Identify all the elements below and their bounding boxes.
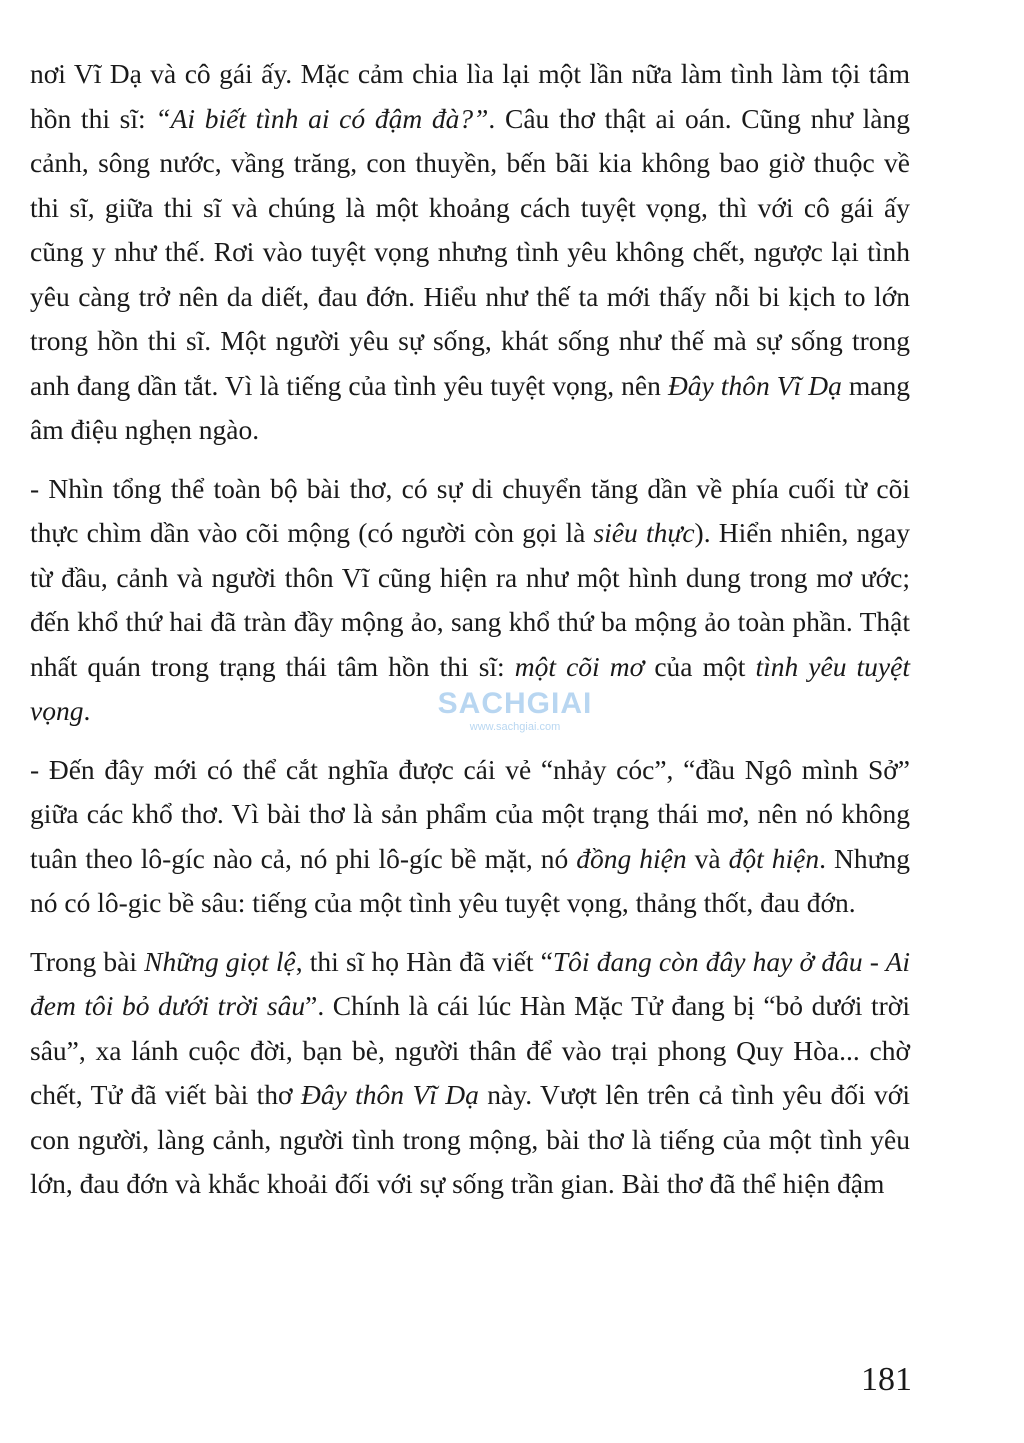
text-run: nơi Vĩ Dạ và cô gái ấy. Mặc cảm chia lìa lại một lần nữa làm tình làm tội tâm hồn thi sĩ: [30, 58, 910, 134]
watermark-logo [410, 688, 620, 748]
watermark-text: SACHGIAI [437, 687, 593, 720]
watermark-url: www.sachgiai.com [469, 721, 561, 733]
text-run: , thi sĩ họ Hàn đã viết “ [295, 945, 553, 977]
text-run: mang âm điệu nghẹn ngào. [30, 369, 910, 445]
italic-term: một cõi mơ [514, 650, 645, 682]
italic-term: đồng hiện [576, 842, 687, 874]
italic-term: đột hiện [728, 842, 820, 874]
paragraph-1 [30, 52, 910, 453]
text-run: ). Hiển nhiên, ngay từ đầu, cảnh và người thôn Vĩ cũng hiện ra như một hình dung trong mơ ước; đến khổ thứ hai đã tràn đầy mộng ảo, sang khổ thứ ba mộng ảo toàn phần. Thật nhất quán trong trạng thái tâm hồn thi sĩ: [30, 517, 910, 682]
paragraph-4 [30, 940, 910, 1207]
paragraph-3 [30, 748, 910, 926]
page-body [30, 52, 910, 1207]
italic-term: siêu thực [593, 517, 695, 548]
text-run: - Đến đây mới có thể cắt nghĩa được cái vẻ “nhảy cóc”, “đầu Ngô mình Sở” giữa các khổ thơ. Vì bài thơ là sản phẩm của một trạng thái mơ, nên nó không tuân theo lô-gíc nào cả, nó phi lô-gíc bề mặt, nó [30, 753, 910, 874]
text-run: Trong bài [30, 945, 145, 977]
italic-term: tình yêu tuyệt vọng [30, 650, 910, 726]
text-run: và [686, 842, 729, 874]
italic-poem-title: Những giọt lệ [144, 945, 296, 977]
text-run: . [83, 695, 91, 726]
text-run: ”. Chính là cái lúc Hàn Mặc Tử đang bị “bỏ dưới trời sâu”, xa lánh cuộc đời, bạn bè, người thân để vào trại phong Quy Hòa... chờ chết, Tử đã viết bài thơ [30, 990, 910, 1110]
text-run: . Nhưng nó có lô-gic bề sâu: tiếng của một tình yêu tuyệt vọng, thảng thốt, đau đớn. [30, 842, 910, 918]
text-run: của một [644, 650, 756, 682]
text-run: này. Vượt lên trên cả tình yêu đối với con người, làng cảnh, người tình trong mộng, bài thơ là tiếng của một tình yêu lớn, đau đớn và khắc khoải đối với sự sống trần gian. Bài thơ đã thể hiện đậm [30, 1079, 910, 1199]
text-run: . Câu thơ thật ai oán. Cũng như làng cảnh, sông nước, vầng trăng, con thuyền, bến bãi kia không bao giờ thuộc về thi sĩ, giữa thi sĩ và chúng là một khoảng cách tuyệt vọng, thì với cô gái ấy cũng y như thế. Rơi vào tuyệt vọng nhưng tình yêu không chết, ngược lại tình yêu càng trở nên da diết, đau đớn. Hiểu như thế ta mới thấy nỗi bi kịch to lớn trong hồn thi sĩ. Một người yêu sự sống, khát sống như thế mà sự sống trong anh đang dần tắt. Vì là tiếng của tình yêu tuyệt vọng, nên [30, 102, 910, 401]
text-run: - Nhìn tổng thể toàn bộ bài thơ, có sự di chuyển tăng dần về phía cuối từ cõi thực chìm dần vào cõi mộng (có người còn gọi là [30, 472, 910, 548]
italic-poem-title: Đây thôn Vĩ Dạ [667, 369, 842, 401]
italic-poem-title: Đây thôn Vĩ Dạ [300, 1079, 479, 1110]
italic-quote: “Ai biết tình ai có đậm đà?” [155, 102, 489, 134]
page-number: 181 [861, 1361, 912, 1398]
italic-quote: Tôi đang còn đây hay ở đâu - Ai đem tôi bỏ dưới trời sâu [30, 945, 911, 1021]
